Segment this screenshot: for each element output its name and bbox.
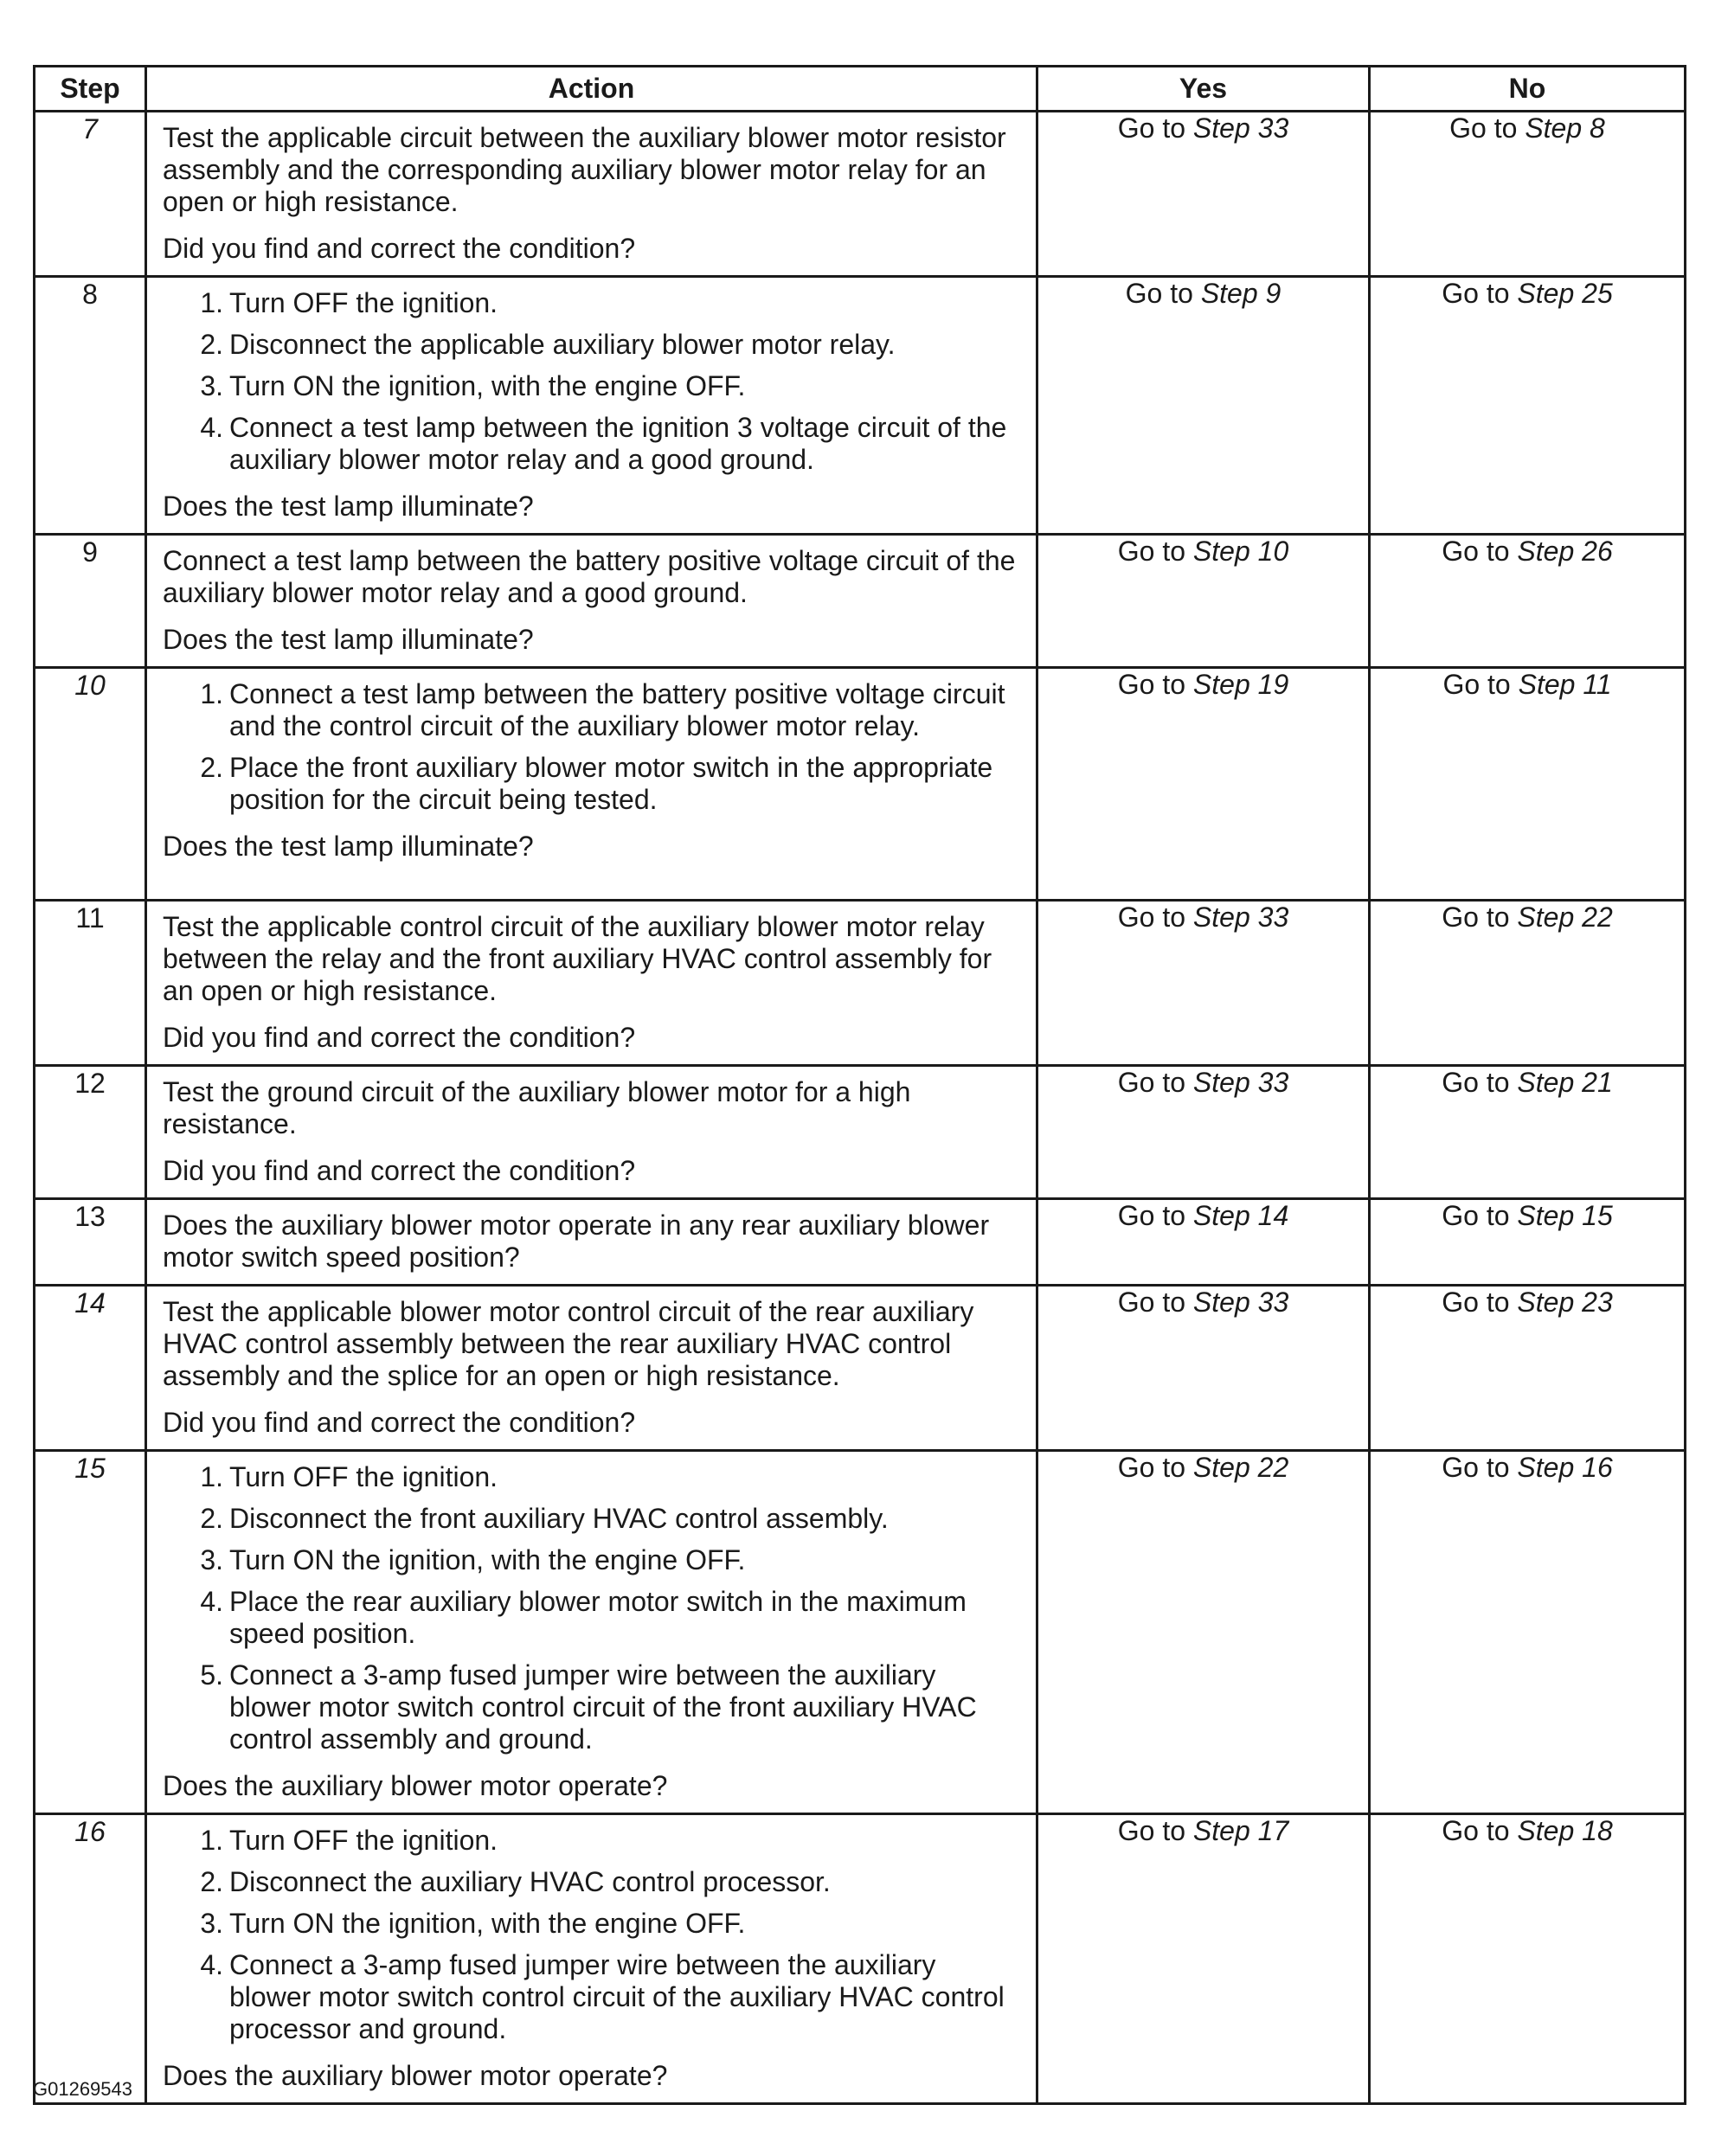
- no-prefix: Go to: [1442, 1067, 1510, 1098]
- procedure-item: [163, 1586, 1024, 1650]
- yes-cell: [1037, 1066, 1370, 1199]
- yes-cell: [1037, 277, 1370, 535]
- procedure-number: 5.: [200, 1659, 223, 1691]
- no-prefix: Go to: [1442, 1452, 1510, 1483]
- procedure-text: Turn ON the ignition, with the engine OFF.: [229, 1908, 746, 1939]
- procedure-number: 3.: [200, 1544, 223, 1575]
- procedure-text: Disconnect the applicable auxiliary blower motor relay.: [229, 329, 896, 360]
- action-question: Does the auxiliary blower motor operate?: [163, 1770, 668, 1801]
- action-cell: [146, 668, 1037, 901]
- no-cell: [1370, 112, 1686, 277]
- header-no: No: [1370, 67, 1686, 112]
- no-prefix: Go to: [1442, 536, 1510, 567]
- yes-step-ref: Step 14: [1192, 1200, 1289, 1231]
- yes-step-ref: Step 10: [1192, 536, 1289, 567]
- procedure-text: Turn OFF the ignition.: [229, 1825, 498, 1856]
- header-action: Action: [146, 67, 1037, 112]
- yes-cell: [1037, 668, 1370, 901]
- action-cell: [146, 1286, 1037, 1451]
- no-prefix: Go to: [1449, 112, 1518, 144]
- yes-prefix: Go to: [1125, 278, 1193, 309]
- header-row: [35, 67, 1686, 112]
- procedure-text: Turn OFF the ignition.: [229, 1461, 498, 1492]
- procedure-number: 2.: [200, 1866, 223, 1897]
- procedure-list: [163, 1461, 1024, 1755]
- action-text: Test the applicable control circuit of the auxiliary blower motor relay between the relay and the front auxiliary HVAC control assembly for an open or high resistance.: [163, 911, 992, 1006]
- table-body: [35, 112, 1686, 2104]
- step-number: 12: [35, 1066, 146, 1199]
- procedure-number: 3.: [200, 1908, 223, 1939]
- no-step-ref: Step 18: [1517, 1815, 1613, 1846]
- table-row: [35, 112, 1686, 277]
- step-number: 14: [35, 1286, 146, 1451]
- procedure-number: 1.: [200, 678, 223, 709]
- action-question: Did you find and correct the condition?: [163, 1155, 636, 1186]
- no-cell: [1370, 1814, 1686, 2104]
- yes-cell: [1037, 1814, 1370, 2104]
- action-question: Does the test lamp illuminate?: [163, 491, 534, 522]
- procedure-text: Turn ON the ignition, with the engine OFF.: [229, 370, 746, 401]
- procedure-item: [163, 1949, 1024, 2045]
- procedure-item: [163, 1866, 1024, 1898]
- action-cell: [146, 277, 1037, 535]
- header-step: Step: [35, 67, 146, 112]
- no-cell: [1370, 535, 1686, 668]
- no-prefix: Go to: [1442, 669, 1511, 700]
- table-row: [35, 1199, 1686, 1286]
- yes-prefix: Go to: [1117, 1200, 1186, 1231]
- procedure-number: 1.: [200, 1825, 223, 1856]
- yes-prefix: Go to: [1117, 1067, 1186, 1098]
- action-text: Test the applicable blower motor control circuit of the rear auxiliary HVAC control assembly between the rear auxiliary HVAC control assembly and the splice for an open or high resistance.: [163, 1296, 974, 1391]
- yes-step-ref: Step 33: [1192, 1287, 1289, 1318]
- yes-prefix: Go to: [1117, 1287, 1186, 1318]
- procedure-number: 2.: [200, 329, 223, 360]
- table-row: [35, 277, 1686, 535]
- procedure-list: [163, 1825, 1024, 2045]
- yes-step-ref: Step 22: [1192, 1452, 1289, 1483]
- no-cell: [1370, 1451, 1686, 1814]
- no-step-ref: Step 15: [1517, 1200, 1613, 1231]
- yes-prefix: Go to: [1117, 1452, 1186, 1483]
- yes-prefix: Go to: [1117, 902, 1186, 933]
- diagnostic-table: [33, 65, 1686, 2105]
- no-cell: [1370, 277, 1686, 535]
- no-cell: [1370, 668, 1686, 901]
- action-question: Does the test lamp illuminate?: [163, 831, 534, 862]
- no-cell: [1370, 1286, 1686, 1451]
- yes-cell: [1037, 112, 1370, 277]
- procedure-number: 3.: [200, 370, 223, 401]
- yes-prefix: Go to: [1117, 669, 1186, 700]
- yes-prefix: Go to: [1117, 536, 1186, 567]
- procedure-text: Disconnect the auxiliary HVAC control processor.: [229, 1866, 831, 1897]
- procedure-item: [163, 1908, 1024, 1940]
- procedure-text: Connect a test lamp between the ignition 3 voltage circuit of the auxiliary blower motor relay and a good ground.: [229, 412, 1007, 475]
- step-number: 13: [35, 1199, 146, 1286]
- no-prefix: Go to: [1442, 1815, 1510, 1846]
- yes-step-ref: Step 33: [1192, 1067, 1289, 1098]
- procedure-item: [163, 1461, 1024, 1493]
- procedure-item: [163, 678, 1024, 742]
- procedure-text: Connect a 3-amp fused jumper wire between the auxiliary blower motor switch control circuit of the auxiliary HVAC control processor and ground.: [229, 1949, 1005, 2044]
- table-row: [35, 1286, 1686, 1451]
- procedure-number: 1.: [200, 287, 223, 318]
- action-cell: [146, 1066, 1037, 1199]
- yes-step-ref: Step 19: [1192, 669, 1289, 700]
- procedure-item: [163, 287, 1024, 319]
- step-number: 11: [35, 901, 146, 1066]
- step-number: 9: [35, 535, 146, 668]
- procedure-number: 4.: [200, 1586, 223, 1617]
- yes-step-ref: Step 33: [1192, 902, 1289, 933]
- procedure-number: 1.: [200, 1461, 223, 1492]
- yes-step-ref: Step 33: [1192, 112, 1289, 144]
- step-number: 10: [35, 668, 146, 901]
- header-yes: Yes: [1037, 67, 1370, 112]
- action-text: Connect a test lamp between the battery positive voltage circuit of the auxiliary blower motor relay and a good ground.: [163, 545, 1016, 608]
- action-text: Does the auxiliary blower motor operate in any rear auxiliary blower motor switch speed position?: [163, 1210, 990, 1273]
- action-question: Did you find and correct the condition?: [163, 1022, 636, 1053]
- procedure-item: [163, 1659, 1024, 1755]
- no-cell: [1370, 1066, 1686, 1199]
- step-number: 15: [35, 1451, 146, 1814]
- figure-id: G01269543: [33, 2078, 132, 2100]
- procedure-text: Disconnect the front auxiliary HVAC control assembly.: [229, 1503, 889, 1534]
- procedure-list: [163, 678, 1024, 816]
- no-step-ref: Step 11: [1518, 669, 1612, 700]
- no-prefix: Go to: [1442, 902, 1510, 933]
- procedure-text: Place the front auxiliary blower motor switch in the appropriate position for the circuit being tested.: [229, 752, 993, 815]
- step-number: 8: [35, 277, 146, 535]
- action-cell: [146, 1451, 1037, 1814]
- procedure-text: Connect a test lamp between the battery positive voltage circuit and the control circuit of the auxiliary blower motor relay.: [229, 678, 1005, 741]
- action-question: Does the auxiliary blower motor operate?: [163, 2060, 668, 2091]
- procedure-list: [163, 287, 1024, 476]
- yes-cell: [1037, 1286, 1370, 1451]
- procedure-item: [163, 752, 1024, 816]
- no-step-ref: Step 22: [1517, 902, 1613, 933]
- no-cell: [1370, 1199, 1686, 1286]
- procedure-text: Turn ON the ignition, with the engine OFF.: [229, 1544, 746, 1575]
- no-cell: [1370, 901, 1686, 1066]
- yes-prefix: Go to: [1117, 1815, 1186, 1846]
- yes-cell: [1037, 535, 1370, 668]
- action-text: Test the applicable circuit between the auxiliary blower motor resistor assembly and the corresponding auxiliary blower motor relay for an open or high resistance.: [163, 122, 1006, 217]
- no-prefix: Go to: [1442, 1287, 1510, 1318]
- no-step-ref: Step 16: [1517, 1452, 1613, 1483]
- no-step-ref: Step 26: [1517, 536, 1613, 567]
- yes-cell: [1037, 1451, 1370, 1814]
- yes-step-ref: Step 17: [1192, 1815, 1289, 1846]
- action-question: Did you find and correct the condition?: [163, 1407, 636, 1438]
- action-question: Does the test lamp illuminate?: [163, 624, 534, 655]
- action-cell: [146, 1814, 1037, 2104]
- step-number: 16: [35, 1814, 146, 2104]
- action-cell: [146, 112, 1037, 277]
- procedure-text: Place the rear auxiliary blower motor switch in the maximum speed position.: [229, 1586, 967, 1649]
- no-step-ref: Step 25: [1517, 278, 1613, 309]
- procedure-number: 4.: [200, 412, 223, 443]
- no-prefix: Go to: [1442, 278, 1510, 309]
- procedure-number: 4.: [200, 1949, 223, 1980]
- action-cell: [146, 901, 1037, 1066]
- no-step-ref: Step 23: [1517, 1287, 1613, 1318]
- table-row: [35, 1451, 1686, 1814]
- table-row: [35, 901, 1686, 1066]
- yes-prefix: Go to: [1117, 112, 1186, 144]
- action-question: Did you find and correct the condition?: [163, 233, 636, 264]
- procedure-number: 2.: [200, 1503, 223, 1534]
- procedure-item: [163, 412, 1024, 476]
- table-row: [35, 668, 1686, 901]
- procedure-text: Turn OFF the ignition.: [229, 287, 498, 318]
- table-row: [35, 1066, 1686, 1199]
- yes-cell: [1037, 901, 1370, 1066]
- yes-step-ref: Step 9: [1200, 278, 1281, 309]
- no-step-ref: Step 8: [1525, 112, 1605, 144]
- table-row: [35, 535, 1686, 668]
- procedure-number: 2.: [200, 752, 223, 783]
- action-text: Test the ground circuit of the auxiliary blower motor for a high resistance.: [163, 1076, 911, 1139]
- no-step-ref: Step 21: [1517, 1067, 1613, 1098]
- procedure-item: [163, 329, 1024, 361]
- procedure-item: [163, 370, 1024, 402]
- procedure-item: [163, 1825, 1024, 1857]
- step-number: 7: [35, 112, 146, 277]
- procedure-item: [163, 1503, 1024, 1535]
- no-prefix: Go to: [1442, 1200, 1510, 1231]
- yes-cell: [1037, 1199, 1370, 1286]
- procedure-item: [163, 1544, 1024, 1576]
- action-cell: [146, 1199, 1037, 1286]
- table-row: [35, 1814, 1686, 2104]
- procedure-text: Connect a 3-amp fused jumper wire between the auxiliary blower motor switch control circuit of the front auxiliary HVAC control assembly and ground.: [229, 1659, 977, 1755]
- action-cell: [146, 535, 1037, 668]
